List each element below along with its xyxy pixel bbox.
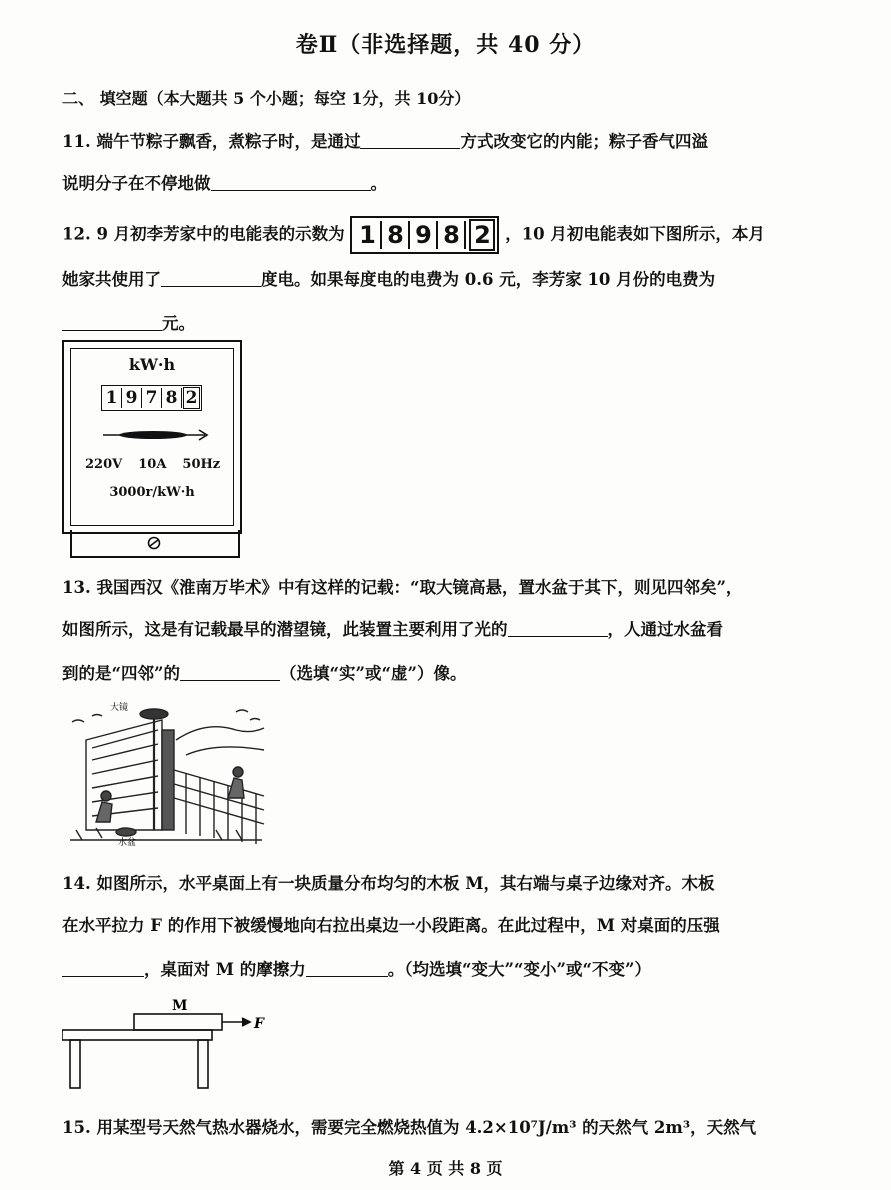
- q13-line2: [62, 616, 723, 640]
- q12-text-a: 12. 9 月初李芳家中的电能表的示数为: [62, 224, 345, 244]
- q12-text-d: 度电。如果每度电的电费为 0.6 元，李芳家 10 月份的电费为: [261, 270, 716, 289]
- q13-text-d: （选填“实”或“虚”）像。: [279, 664, 467, 683]
- reading-digit-decimal: 2: [469, 219, 495, 251]
- meter-reading-box: [350, 216, 499, 254]
- q12-blank-1[interactable]: [161, 268, 261, 287]
- force-label: F: [254, 1016, 264, 1032]
- meter-voltage: 220V: [85, 457, 123, 472]
- q12-text-e: 元。: [162, 314, 195, 333]
- q14-text-b: ，桌面对 M 的摩擦力: [144, 960, 306, 979]
- q13-line1: 13. 我国西汉《淮南万毕术》中有这样的记载：“取大镜高悬，置水盆于其下，则见四邻矣”，: [62, 578, 743, 597]
- q13-blank-1[interactable]: [508, 618, 608, 637]
- q12-line1: [62, 216, 765, 254]
- q13-text-a: 如图所示，这是有记载最早的潜望镜，此装置主要利用了光的: [62, 620, 508, 639]
- meter-digit: 8: [162, 388, 182, 408]
- meter-digit: 7: [142, 388, 162, 408]
- figure-label-basin: 水盆: [118, 838, 137, 846]
- q13-blank-2[interactable]: [180, 662, 280, 681]
- q14-line2: 在水平拉力 F 的作用下被缓慢地向右拉出桌边一小段距离。在此过程中，M 对桌面的压强: [62, 916, 720, 935]
- meter-specs: [85, 457, 236, 472]
- q14-blank-2[interactable]: [306, 958, 388, 977]
- periscope-illustration: [66, 700, 266, 846]
- meter-disc-icon: [101, 427, 211, 443]
- meter-digit: 1: [102, 388, 122, 408]
- q11-line2: [62, 170, 387, 194]
- q13-text-c: 到的是“四邻”的: [62, 664, 180, 683]
- q14-line1: 14. 如图所示，水平桌面上有一块质量分布均匀的木板 M，其右端与桌子边缘对齐。木板: [62, 874, 715, 893]
- q13-line3: [62, 660, 466, 684]
- page-footer: 第 4 页 共 8 页: [388, 1159, 503, 1178]
- q12-blank-2[interactable]: [62, 312, 162, 331]
- meter-unit: kW·h: [128, 355, 176, 374]
- meter-digit-box: [101, 385, 202, 411]
- q11-line1: [62, 128, 708, 152]
- meter-panel: [70, 348, 234, 526]
- q11-text-b: 方式改变它的内能；粽子香气四溢: [460, 132, 708, 151]
- q11-blank-1[interactable]: [360, 130, 460, 149]
- wooden-board-m: [134, 1014, 222, 1030]
- meter-screw-icon: [146, 535, 162, 551]
- meter-frequency: 50Hz: [182, 457, 221, 472]
- reading-digit: 8: [438, 221, 466, 249]
- page-title: 卷Ⅱ（非选择题，共 40 分）: [295, 32, 596, 58]
- q12-text-b: ，10 月初电能表如下图所示，本月: [505, 224, 765, 244]
- electric-meter-figure: [62, 340, 242, 534]
- meter-current: 10A: [138, 457, 167, 472]
- q15-line1: 15. 用某型号天然气热水器烧水，需要完全燃烧热值为 4.2×10⁷J/m³ 的天然气 2m³，天然气: [62, 1118, 757, 1137]
- meter-digit: 9: [122, 388, 142, 408]
- meter-base: [70, 530, 240, 558]
- q13-text-b: ，人通过水盆看: [607, 620, 723, 639]
- q12-text-c: 她家共使用了: [62, 270, 161, 289]
- board-label: M: [172, 998, 188, 1014]
- q11-blank-2[interactable]: [211, 172, 371, 191]
- meter-constant: 3000r/kW·h: [109, 485, 195, 500]
- reading-digit: 9: [410, 221, 438, 249]
- figure-label-mirror: 大镜: [110, 703, 129, 713]
- q12-line3: [62, 310, 195, 334]
- meter-digit-decimal: 2: [183, 387, 200, 409]
- q14-blank-1[interactable]: [62, 958, 144, 977]
- table-board-figure: [62, 996, 282, 1092]
- q11-text-a: 11. 端午节粽子飘香，煮粽子时，是通过: [62, 132, 361, 151]
- q11-text-d: 。: [370, 174, 387, 193]
- reading-digit: 8: [382, 221, 410, 249]
- q11-text-c: 说明分子在不停地做: [62, 174, 211, 193]
- q14-text-c: 。（均选填“变大”“变小”或“不变”）: [387, 960, 651, 979]
- reading-digit: 1: [354, 221, 382, 249]
- section-heading: 二、 填空题（本大题共 5 个小题；每空 1分，共 10分）: [62, 89, 471, 108]
- q12-line2: [62, 266, 715, 290]
- q14-line3: [62, 956, 651, 980]
